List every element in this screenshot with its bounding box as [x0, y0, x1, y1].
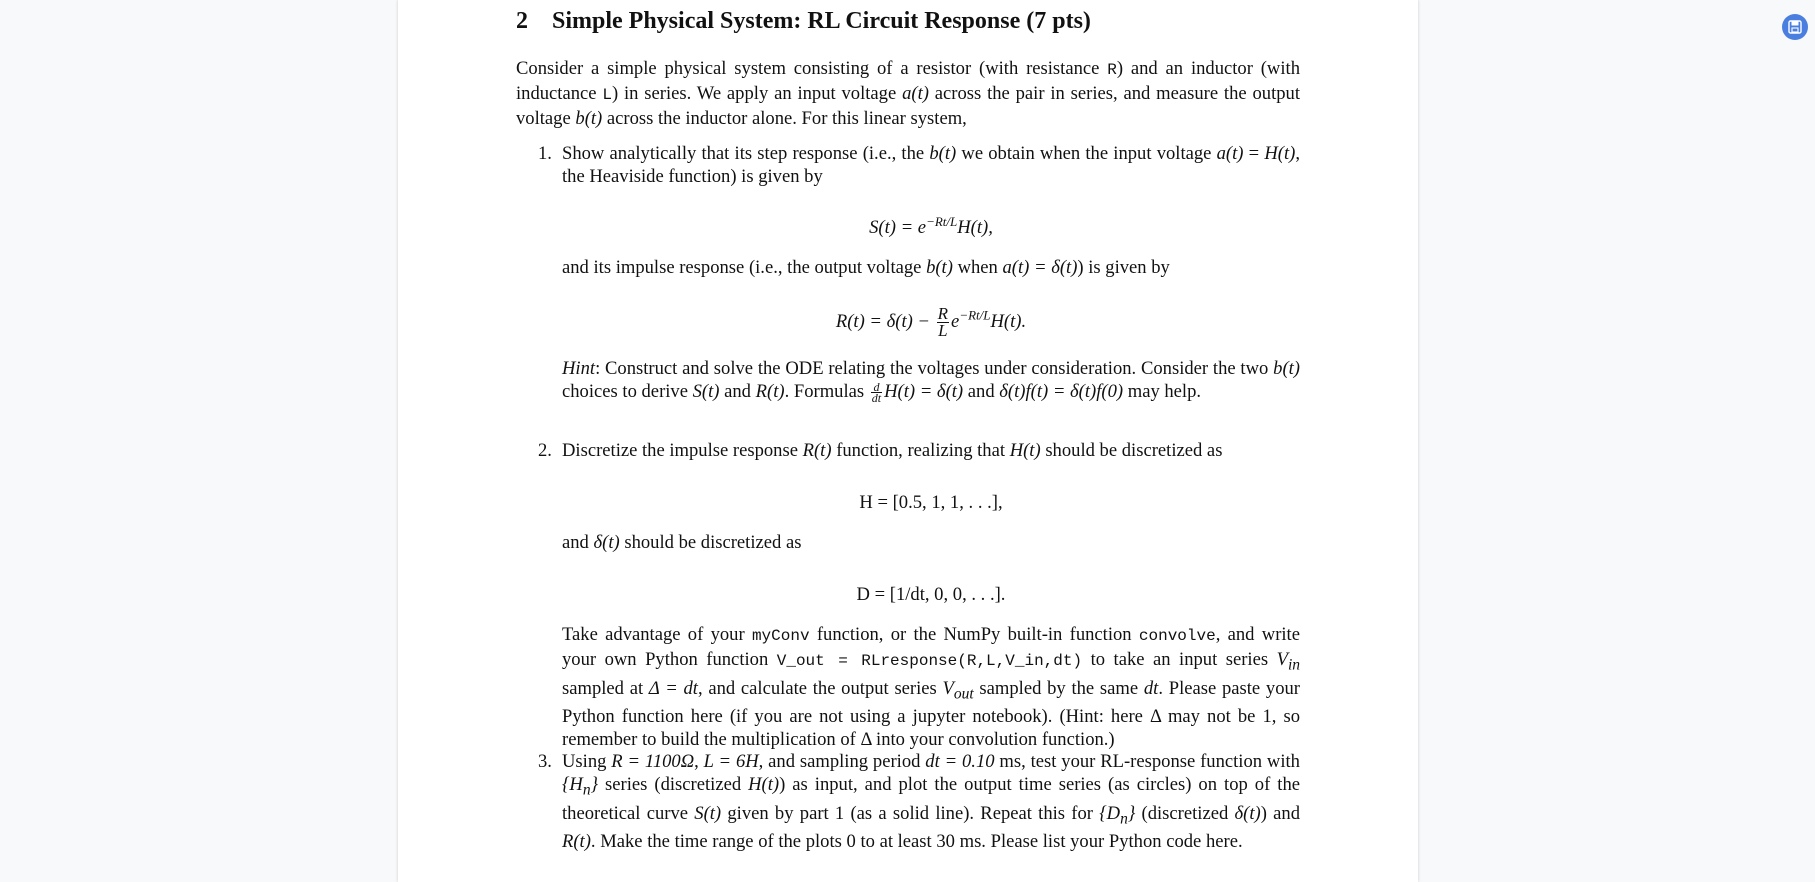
equation-h-discrete: H = [0.5, 1, 1, . . .],: [859, 492, 1003, 513]
save-button[interactable]: [1782, 14, 1808, 40]
equation-step-response: $S(t) = e^{-Rt/L}H(t)$,: [869, 213, 993, 238]
equation-d-discrete: D = [1/dt, 0, 0, . . .].: [856, 584, 1006, 605]
intro-paragraph: Consider a simple physical system consisting of a resistor (with resistance R) and an inductor (with inductance L) in series. We apply an input voltage a(t) across the pair in series, and measure the output voltage b(t) across the inductor alone. For this linear system,: [516, 58, 1300, 129]
fraction-r-over-l: $\frac{R}{L}$: [937, 304, 949, 340]
list-item-3-text: Using R = 1100Ω, L = 6H, and sampling period dt = 0.10 ms, test your RL-response function with $\{H_n\}$ series (discretized H(t)) as input, and plot the output time series (as circles) on top of the theoretical curve S(t) given by part 1 (as a solid line). Repeat this for $\{D_n\}$ (discretized δ(t)) and R(t). Make the time range of the plots 0 to at least 30 ms. Please list your Python code here.: [562, 751, 1301, 853]
list-number-1: 1.: [538, 143, 552, 164]
list-item-1-impulse-text: and its impulse response (i.e., the output voltage b(t) when a(t) = δ(t)) is given by: [562, 257, 1170, 278]
section-heading: [516, 10, 1091, 33]
list-item-1-text: Show analytically that its step response (i.e., the b(t) we obtain when the input voltage a(t) = H(t), the Heaviside function) is given by: [562, 143, 1300, 187]
list-item-2-instructions: Take advantage of your myConv function, or the NumPy built-in function convolve, and write your own Python function V_out = RLresponse(R,L,V_in,dt) to take an input series $V_{in}$ sampled at Δ = dt, and calculate the output series $V_{out}$ sampled by the same dt. Please paste your Python function here (if you are not using a jupyter notebook). (Hint: here Δ may not be 1, so remember to build the multiplication of Δ into your convolution function.): [562, 624, 1300, 751]
save-icon: [1788, 20, 1802, 34]
section-number: 2: [516, 8, 528, 34]
hint-paragraph: Hint: Construct and solve the ODE relating the voltages under consideration. Consider the two b(t) choices to derive S(t) and R(t). Formulas $\frac{d}{dt}$ H(t) = δ(t) and δ(t)f(t) = δ(t)f(0) may help.: [562, 358, 1300, 406]
list-item-2-text: Discretize the impulse response R(t) function, realizing that H(t) should be discretized as: [562, 440, 1223, 461]
fraction-d-dt: $\frac{d}{dt}$: [871, 380, 882, 406]
list-number-3: 3.: [538, 751, 552, 772]
equation-impulse-response: R(t) = δ(t) − $\frac{R}{L}$ $e^{-Rt/L}H(t)$.: [835, 304, 1027, 340]
section-title-text: Simple Physical System: RL Circuit Response (7 pts): [552, 8, 1091, 34]
list-number-2: 2.: [538, 440, 552, 461]
list-item-2-delta-text: and δ(t) should be discretized as: [562, 532, 802, 553]
document-page: [398, 0, 1418, 882]
